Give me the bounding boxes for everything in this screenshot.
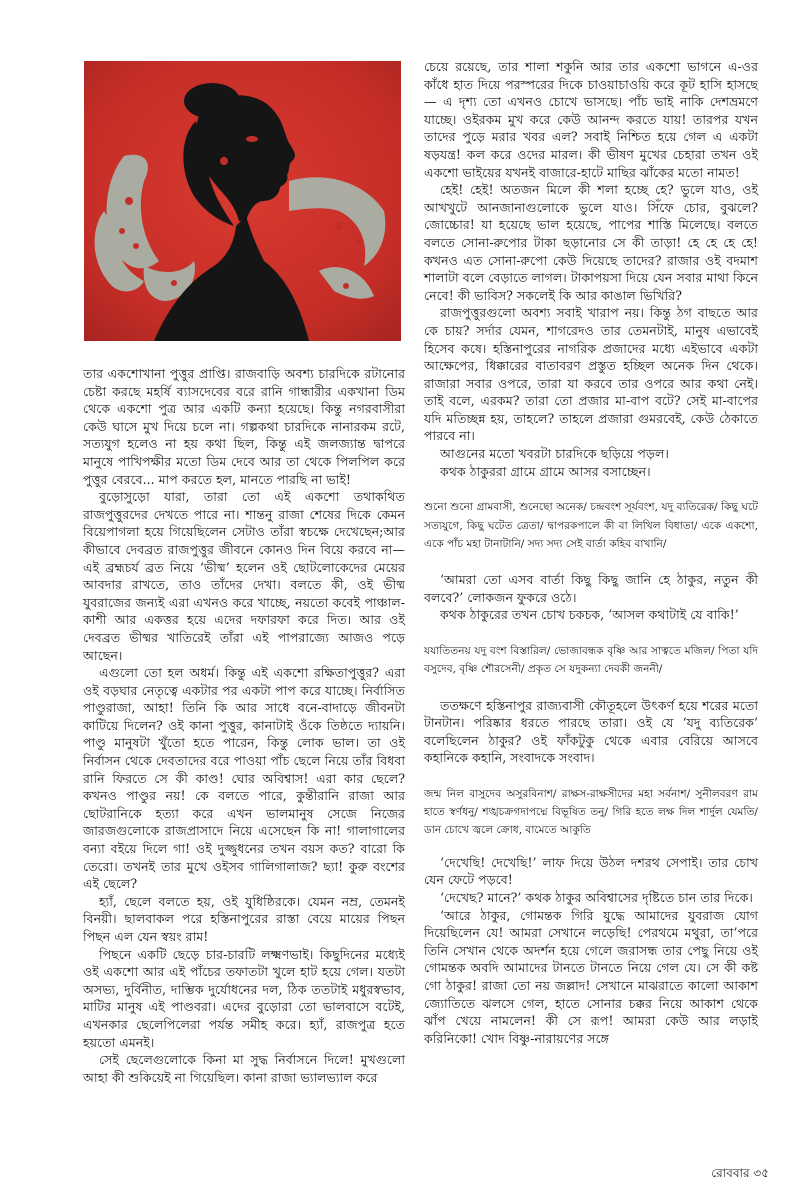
paragraph: ‘আরে ঠাকুর, গোমন্তক গিরি যুদ্ধে আমাদের যুবরাজ যোগ দিয়েছিলেন যে! আমরা সেখানে লড়েছি! পেরথমে মথুরা, তা’পরে তিনি সেখান থেকে অদর্শন হয়ে গেলে জরাসন্ধ তার পেছু নিয়ে ওই গোমন্তক অবদি আমাদের টানতে টানতে নিয়ে গেল যে। সে কী কষ্ট গো ঠাকুর! রাজা তো নয় জল্লাদ! সেখানে মাঝরাতে কালো আকাশ জ্যোতিতে ঝলসে গেল, হাতে সোনার চক্কর নিয়ে আকাশ থেকে ঝাঁপ খেয়ে নামলেন! কী সে রূপ! আমরা কেউ আর লড়াই করিনিকো! খোদ বিষ্ণু-নারায়ণের সঙ্গে (424, 907, 758, 1046)
page-footer: রোববার ৩৫ (711, 1166, 769, 1180)
paragraph: আগুনের মতো খবরটা চারদিকে ছড়িয়ে পড়ল। (440, 446, 669, 462)
paragraph: হ্যাঁ, ছেলে বলতে হয়, ওই যুধিষ্ঠিরকে। যেমন নম্র, তেমনই বিনয়ী। ছালবাকল পরে হস্তিনাপুরের রাস্তা বেয়ে মায়ের পিছন পিছন এল যেন স্বয়ং রাম! (83, 893, 405, 944)
illustration (84, 61, 401, 341)
right-column (424, 58, 758, 1047)
paragraph: ‘আমরা তো এসব বার্তা কিছু কিছু জানি হে ঠাকুর, নতুন কী বলবে?’ লোকজন ফুকরে ওঠে। (424, 572, 758, 605)
paragraph: হেই! হেই! অতজন মিলে কী শলা হচ্ছে হে? ভুলে যাও, ওই আখখুটে আনজানাগুলোকে ভুলে যাও। সিঁফে চোর, বুঝলে? জোচ্চোর! যা হয়েছে ভাল হয়েছে, পাপের শাস্তি মিলেছে। বলতে বলতে সোনা-রুপোর টাকা ছড়ানোর সে কী তাড়া! হে হে হে হে! কখনও এত সোনা-রুপো কেউ দিয়েছে তাদের? রাজার ওই বদমাশ শালাটা বলে বেড়াতে লাগল। টাকাপয়সা দিয়ে যেন সবার মাথা কিনে নেবে! কী ভাবিস? সকলেই কি আর কাঙাল ভিখিরি? (424, 182, 758, 303)
paragraph: পিছনে একটি ছেড়ে চার-চারটি লক্ষ্মণভাই। কিছুদিনের মধ্যেই ওই একশো আর এই পাঁচের তফাতটা খুলে হাট হয়ে গেল। যতটা অসভ্য, দুর্বিনীত, দাম্ভিক দুর্যোধনের দল, ঠিক ততটাই মধুরস্বভাব, মাটির মানুষ এই পাণ্ডবরা। এদের বুড়োরা তো ভালবাসে বটেই, এখনকার ছেলেপিলেরা পর্যন্ত সমীহ করে। হ্যাঁ, রাজপুত্র হতে হয়তো এমনই। (83, 946, 405, 1050)
verse-block: জন্ম নিল বাসুদেব অসুরবিনাশ/ রাক্ষস-রাক্ষসীদের মহা সর্বনাশ/ সুনীলবরণ রাম হাতে স্বর্ণধনু/ শঙ্খচক্রগদাপদ্মে বিভূষিত তনু/ গিরি হতে লক্ষ দিল শার্দুল যেমতি/ ডান চোখে জ্বলে ক্রোধ, বামেতে আকুতি (424, 787, 758, 837)
verse-block: যযাতিতনয় যদু বংশ বিস্তারিল/ ভোজাবন্ধক বৃষ্ণি আর সাত্বতে মজিল/ পিতা যদি বসুদেব, বৃষ্ণি শৌরসেনী/ প্রকৃত সে যদুকন্যা দেবকী জননী/ (424, 644, 758, 676)
paragraph: রাজপুত্তুরগুলো অবশ্য সবাই খারাপ নয়। কিন্তু ঠগ বাছতে আর কে চায়? সর্দার যেমন, শাগরেদও তার তেমনটাই, মানুষ এভাবেই হিসেব কষে। হস্তিনাপুরের নাগরিক প্রজাদের মধ্যে এইভাবে একটা আক্ষেপের, ধিক্কারের বাতাবরণ প্রস্তুত হচ্ছিল অনেক দিন থেকে। রাজারা সবার ওপরে, তারা যা করবে তার ওপরে আর কথা নেই। তাই বলে, এরকম? তারা তো প্রজার মা-বাপ বটে? সেই মা-বাপের যদি মতিচ্ছন্ন হয়, তাহলে? তাহলে প্রজারা গুমরবেই, কেউ ঠেকাতে পারবে না। (424, 305, 758, 444)
paragraph: চেয়ে রয়েছে, তার শালা শকুনি আর তার একশো ভাগনে এ-ওর কাঁধে হাত দিয়ে পরস্পরের দিকে চাওয়াচাওয়ি করে কূট হাসি হাসছে— এ দৃশ্য তো এখনও চোখে ভাসছে। পাঁচ ভাই নাকি দেশভ্রমণে যাচ্ছে। ওইরকম মুখ করে কেউ আনন্দ করতে যায়! তারপর যখন তাদের পুড়ে মরার খবর এল? সবাই নিশ্চিত হয়ে গেল এ একটা ষড়যন্ত্র! কল করে ওদের মারল। কী ভীষণ মুখের চেহারা তখন ওই একশো ভাইয়ের যখনই বাজারে-হাটে মাছির ঝাঁকের মতো নামত! (424, 59, 758, 180)
paragraph: এগুলো তো হল অধর্ম। কিন্তু এই একশো রক্ষিতাপুত্তুর? এরা ওই বড়ঘার নেতৃত্বে একটার পর একটা পাপ করে যাচ্ছে। নির্বাসিত পাণ্ডুরাজা, আহা! তিনি কি আর সাধে বনে-বাদাড়ে জীবনটা কাটিয়ে দিলেন? ওই কানা পুত্তুর, কানাটাই ওঁকে তিষ্ঠতে দ্যায়নি। পাণ্ডু মানুষটা খুঁতো হতে পারেন, কিন্তু লোক ভাল। তা ওই নির্বাসন থেকে দেবতাদের বরে পাওয়া পাঁচ ছেলে নিয়ে তাঁর বিধবা রানি ফিরতে সে কী কাণ্ড! ঘোর অবিশ্বাস! এরা কার ছেলে? কখনও পাণ্ডুর নয়! কে বলতে পারে, কুন্তীরানি রাজা আর ছোটরানিকে হত্যা করে এখন ভালমানুষ সেজে নিজের জারজগুলোকে রাজপ্রাসাদে নিয়ে এসেছেন কি না! গালাগালের বন্যা বইয়ে দিলে গা! ওই দুজ্জুধনের তখন বয়স কত? বারো কি তেরো। তখনই তার মুখে ওইসব গালিগালাজ? ছ্যা! কুরু বংশের এই ছেলে? (83, 665, 405, 892)
paragraph: ‘দেখেছ? মানে?’ কথক ঠাকুর অবিশ্বাসের দৃষ্টিতে চান তার দিকে। (440, 889, 753, 905)
woman-silhouette-paper-cut-image (84, 61, 401, 341)
paragraph: তার একশোখানা পুত্তুর প্রাপ্তি। রাজবাড়ি অবশ্য চারদিকে রটানোর চেষ্টা করছে মহর্ষি ব্যাসদেবের বরে রানি গান্ধারীর একখানা ডিম থেকে একশো পুত্র আর একটি কন্যা হয়েছে। কিন্তু নগরবাসীরা কেউ ঘাসে মুখ দিয়ে চলে না। গল্পকথা চারদিকে নানারকম রটে, সত্যযুগ হলেও না হয় কথা ছিল, কিন্তু এই জলজ্যান্ত দ্বাপরে মানুষে পাখিপক্ষীর মতো ডিম দেবে আর তা থেকে পিলপিল করে পুত্তুর বেরবে... মাপ করতে হল, মানতে পারছি না ভাই! (83, 366, 405, 487)
paragraph: ততক্ষণে হস্তিনাপুর রাজ্যবাসী কৌতূহলে উৎকর্ণ হয়ে শরের মতো টানটান। পরিষ্কার ধরতে পারছে তারা। ওই যে ‘যদু ব্যতিরেক’ বলেছিলেন ঠাকুর? ওই ফাঁকটুকু থেকে এবার বেরিয়ে আসবে কহানিকে কহানি, সংবাদকে সংবাদ। (424, 697, 758, 766)
left-column (83, 365, 405, 1086)
paragraph: বুড়োসুড়ো যারা, তারা তো এই একশো তথাকথিত রাজপুত্তুরদের দেখতে পারে না। শান্তনু রাজা শেষের দিকে কেমন বিয়েপাগলা হয়ে গিয়েছিলেন সেটাও তাঁরা স্বচক্ষে দেখেছেন;আর কীভাবে দেবব্রত রাজপুত্তুর জীবনে কোনও দিন বিয়ে করবে না— এই ব্রহ্মচর্য ব্রত নিয়ে ‘ভীষ্ম’ হলেন ওই ছোটলোকেদের মেয়ের আবদার রাখতে, তাও তাঁদের দেখা। বলতে কী, ওই ভীষ্ম যুবরাজের জন্যই এরা এখনও করে খাচ্ছে, নয়তো কবেই পাঞ্চাল-কাশী আর একত্তর হয়ে এদের দফারফা করে দিত। আর ওই দেবব্রত ভীষ্মর খাতিরেই তাঁরা এই পাপরাজ্যে আজও পড়ে আছেন। (83, 489, 405, 663)
paragraph: কথক ঠাকুররা গ্রামে গ্রামে আসর বসাচ্ছেন। (440, 463, 651, 479)
paragraph: ‘দেখেছি! দেখেছি!’ লাফ দিয়ে উঠল দশরথ সেপাই। তার চোখ যেন ফেটে পড়বে! (424, 854, 758, 888)
verse-block: শুনো শুনো গ্রামবাসী, শুনেছো অনেক/ চন্দ্রবংশ সূর্যবংশ, যদু ব্যতিরেক/ কিছু ঘটে সত্যযুগে, কিছু ঘটেত ত্রেতা/ দ্বাপরকপালে কী বা লিখিল বিধাতা/ একে একশো, একে পাঁচ মহা টানাটানি/ সদ্য সদ্য সেই বার্তা কহিব বাখানি/ (424, 501, 758, 550)
paragraph: সেই ছেলেগুলোকে কিনা মা সুদ্ধ নির্বাসনে দিলে! মুখগুলো আহা কী শুকিয়েই না গিয়েছিল। কানা রাজা ভ্যালভ্যাল করে (83, 1052, 405, 1085)
paragraph: কথক ঠাকুরের তখন চোখ চকচক, ‘আসল কথাটাই যে বাকি!’ (440, 607, 739, 623)
